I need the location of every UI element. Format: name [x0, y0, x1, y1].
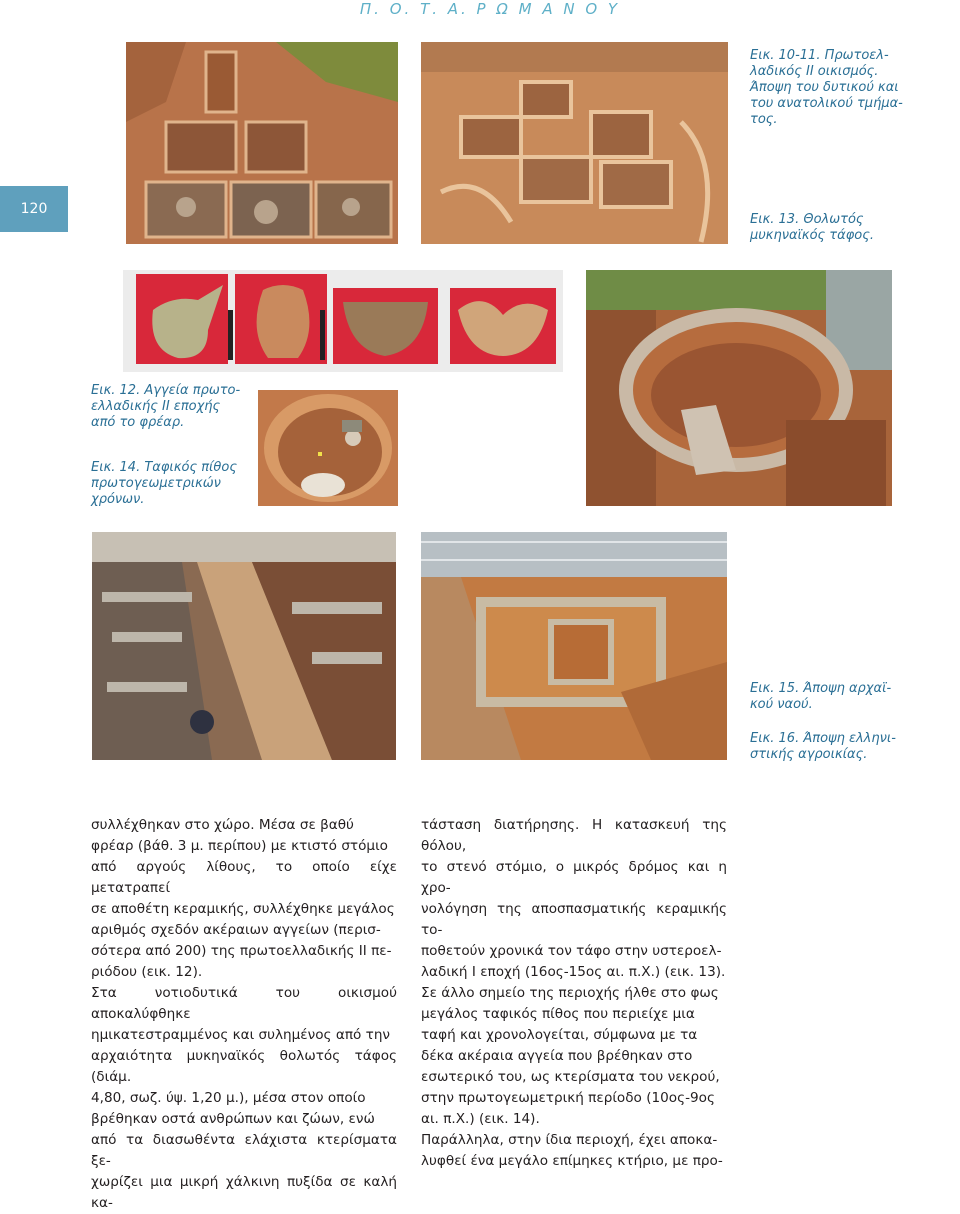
running-header: Π. Ο. Τ. Α. Ρ Ω Μ Α Ν Ο Υ [359, 0, 621, 18]
caption-line: λαδικός ΙΙ οικισμός. [750, 64, 879, 79]
caption-fig12 [91, 383, 261, 431]
text-line: λυφθεί ένα μεγάλο επίμηκες κτήριο, με προ- [421, 1153, 723, 1169]
text-line: συλλέχθηκαν στο χώρο. Μέσα σε βαθύ [91, 817, 354, 833]
text-line: αι. π.Χ.) (εικ. 14). [421, 1111, 540, 1127]
text-line: το στενό στόμιο, ο μικρός δρόμος και η χρο- [421, 859, 727, 896]
text-line: από τα διασωθέντα ελάχιστα κτερίσματα ξε- [91, 1132, 397, 1169]
caption-line: χρόνων. [91, 492, 145, 507]
text-line: αρχαιότητα μυκηναϊκός θολωτός τάφος (διάμ. [91, 1048, 397, 1085]
caption-line: Εικ. 10-11. Πρωτοελ- [750, 48, 889, 63]
body-text-left-column [91, 815, 397, 1214]
text-line: Στα νοτιοδυτικά του οικισμού αποκαλύφθηκε [91, 985, 397, 1022]
text-line: τάσταση διατήρησης. Η κατασκευή της θόλου, [421, 817, 727, 854]
photo-fig11-east-section [421, 42, 728, 244]
caption-line: Εικ. 14. Ταφικός πίθος [91, 460, 237, 475]
text-line: στην πρωτογεωμετρική περίοδο (10ος-9ος [421, 1090, 715, 1106]
caption-fig10-11 [750, 48, 950, 128]
text-line: εσωτερικό του, ως κτερίσματα του νεκρού, [421, 1069, 720, 1085]
text-line: ταφή και χρονολογείται, σύμφωνα με τα [421, 1027, 698, 1043]
caption-line: πρωτογεωμετρικών [91, 476, 221, 491]
caption-line: από το φρέαρ. [91, 415, 185, 430]
caption-line: ελλαδικής ΙΙ εποχής [91, 399, 221, 414]
caption-line: μυκηναϊκός τάφος. [750, 228, 874, 243]
caption-line: κού ναού. [750, 697, 813, 712]
text-line: βρέθηκαν οστά ανθρώπων και ζώων, ενώ [91, 1111, 375, 1127]
text-line: σε αποθέτη κεραμικής, συλλέχθηκε μεγάλος [91, 901, 395, 917]
photo-fig10-west-section [126, 42, 398, 244]
text-line: δέκα ακέραια αγγεία που βρέθηκαν στο [421, 1048, 693, 1064]
caption-line: Εικ. 12. Αγγεία πρωτο- [91, 383, 241, 398]
photo-fig13-tholos-tomb [586, 270, 892, 506]
text-line: Σε άλλο σημείο της περιοχής ήλθε στο φως [421, 985, 719, 1001]
text-line: ποθετούν χρονικά τον τάφο στην υστεροελ- [421, 943, 722, 959]
text-line: φρέαρ (βάθ. 3 μ. περίπου) με κτιστό στόμιο [91, 838, 388, 854]
photo-fig14-burial-pithos [258, 390, 398, 506]
caption-line: Εικ. 13. Θολωτός [750, 212, 864, 227]
photo-fig16-hellenistic-farmhouse [421, 532, 727, 760]
text-line: μεγάλος ταφικός πίθος που περιείχε μια [421, 1006, 695, 1022]
photo-fig15-archaic-temple [92, 532, 396, 760]
caption-line: τος. [750, 112, 778, 127]
text-line: λαδική Ι εποχή (16ος-15ος αι. π.Χ.) (εικ. 13). [421, 964, 726, 980]
caption-line: Εικ. 15. Άποψη αρχαϊ- [750, 681, 892, 696]
caption-line: του ανατολικού τμήμα- [750, 96, 903, 111]
text-line: από αργούς λίθους, το οποίο είχε μετατραπεί [91, 859, 397, 896]
text-line: ριόδου (εικ. 12). [91, 964, 203, 980]
text-line: αριθμός σχεδόν ακέραιων αγγείων (περισ- [91, 922, 381, 938]
body-text-right-column [421, 815, 727, 1172]
page-number-tab: 120 [0, 186, 68, 232]
text-line: Παράλληλα, στην ίδια περιοχή, έχει αποκα- [421, 1132, 718, 1148]
photo-fig12-vessels [123, 270, 563, 372]
text-line: χωρίζει μια μικρή χάλκινη πυξίδα σε καλή κα- [91, 1174, 397, 1211]
text-line: σότερα από 200) της πρωτοελλαδικής ΙΙ πε- [91, 943, 392, 959]
caption-line: Εικ. 16. Άποψη ελληνι- [750, 731, 896, 746]
text-line: νολόγηση της αποσπασματικής κεραμικής το- [421, 901, 727, 938]
caption-fig16 [750, 731, 950, 763]
caption-line: στικής αγροικίας. [750, 747, 868, 762]
caption-line: Άποψη του δυτικού και [750, 80, 899, 95]
caption-fig15 [750, 681, 950, 713]
text-line: 4,80, σωζ. ύψ. 1,20 μ.), μέσα στον οποίο [91, 1090, 366, 1106]
text-line: ημικατεστραμμένος και συλημένος από την [91, 1027, 391, 1043]
caption-fig13 [750, 212, 950, 244]
caption-fig14 [91, 460, 261, 508]
